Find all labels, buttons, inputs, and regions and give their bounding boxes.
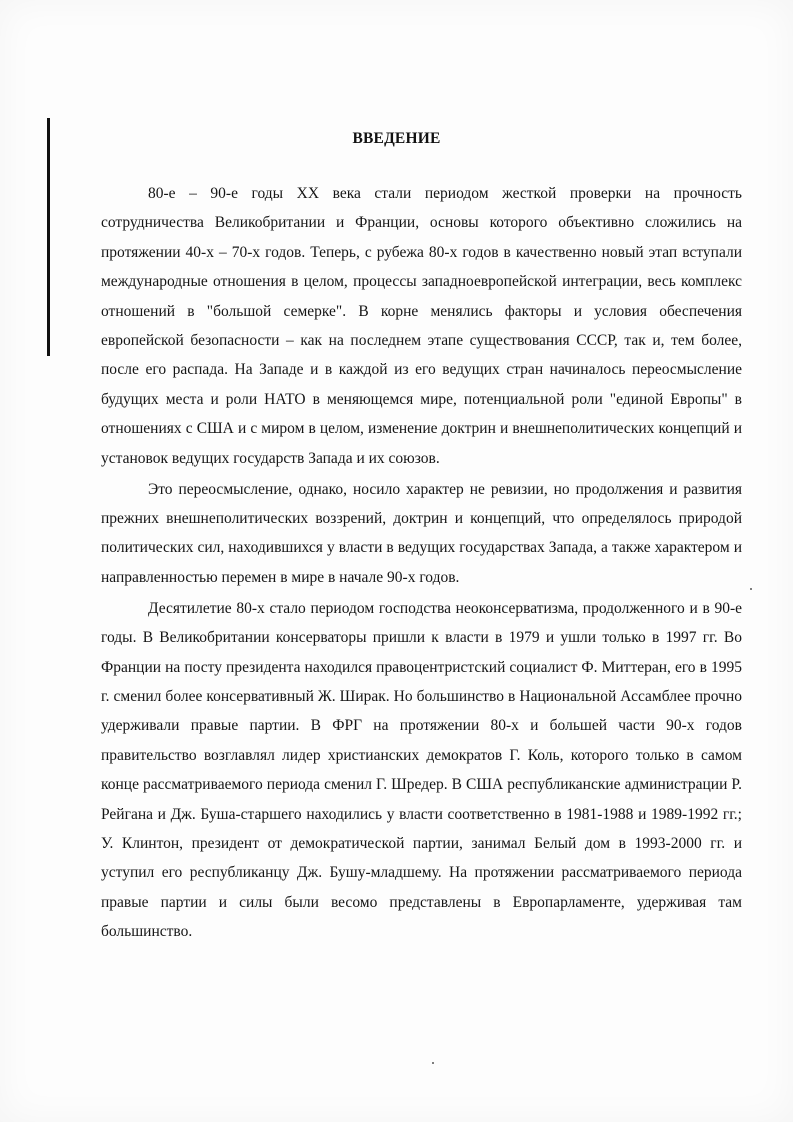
- scan-speck: [750, 588, 752, 590]
- scan-edge-mark: [47, 118, 50, 356]
- document-title: ВВЕДЕНИЕ: [352, 130, 441, 147]
- document-body: [101, 179, 742, 948]
- paragraph-3: Десятилетие 80-х стало периодом господства неоконсерватизма, продолженного и в 90-е годы. В Великобритании консерваторы пришли к власти в 1979 и ушли только в 1997 гг. Во Франции на посту президента находился правоцентристский социалист Ф. Миттеран, его в 1995 г. сменил более консервативный Ж. Ширак. Но большинство в Национальной Ассамблее прочно удерживали правые партии. В ФРГ на протяжении 80-х и большей части 90-х годов правительство возглавлял лидер христианских демократов Г. Коль, которого только в самом конце рассматриваемого периода сменил Г. Шредер. В США республиканские администрации Р. Рейгана и Дж. Буша-старшего находились у власти соответственно в 1981-1988 и 1989-1992 гг.; У. Клинтон, президент от демократической партии, занимал Белый дом в 1993-2000 гг. и уступил его республиканцу Дж. Бушу-младшему. На протяжении рассматриваемого периода правые партии и силы были весомо представлены в Европарламенте, удерживая там большинство.: [101, 599, 742, 941]
- scan-speck: [432, 1062, 434, 1064]
- paragraph-2: Это переосмысление, однако, носило характер не ревизии, но продолжения и развития прежних внешнеполитических воззрений, доктрин и концепций, что определялось природой политических сил, находившихся у власти в ведущих государствах Запада, а также характером и направленностью перемен в мире в начале 90-х годов.: [101, 480, 742, 586]
- paragraph-1: 80-е – 90-е годы XX века стали периодом жесткой проверки на прочность сотрудничества Великобритании и Франции, основы которого объективно сложились на протяжении 40-х – 70-х годов. Теперь, с рубежа 80-х годов в качественно новый этап вступали международные отношения в целом, процессы западноевропейской интеграции, весь комплекс отношений в "большой семерке". В корне менялись факторы и условия обеспечения европейской безопасности – как на последнем этапе существования СССР, так и, тем более, после его распада. На Западе и в каждой из его ведущих стран начиналось переосмысление будущих места и роли НАТО в меняющемся мире, потенциальной роли "единой Европы" в отношениях с США и с миром в целом, изменение доктрин и внешнеполитических концепций и установок ведущих государств Запада и их союзов.: [101, 185, 742, 467]
